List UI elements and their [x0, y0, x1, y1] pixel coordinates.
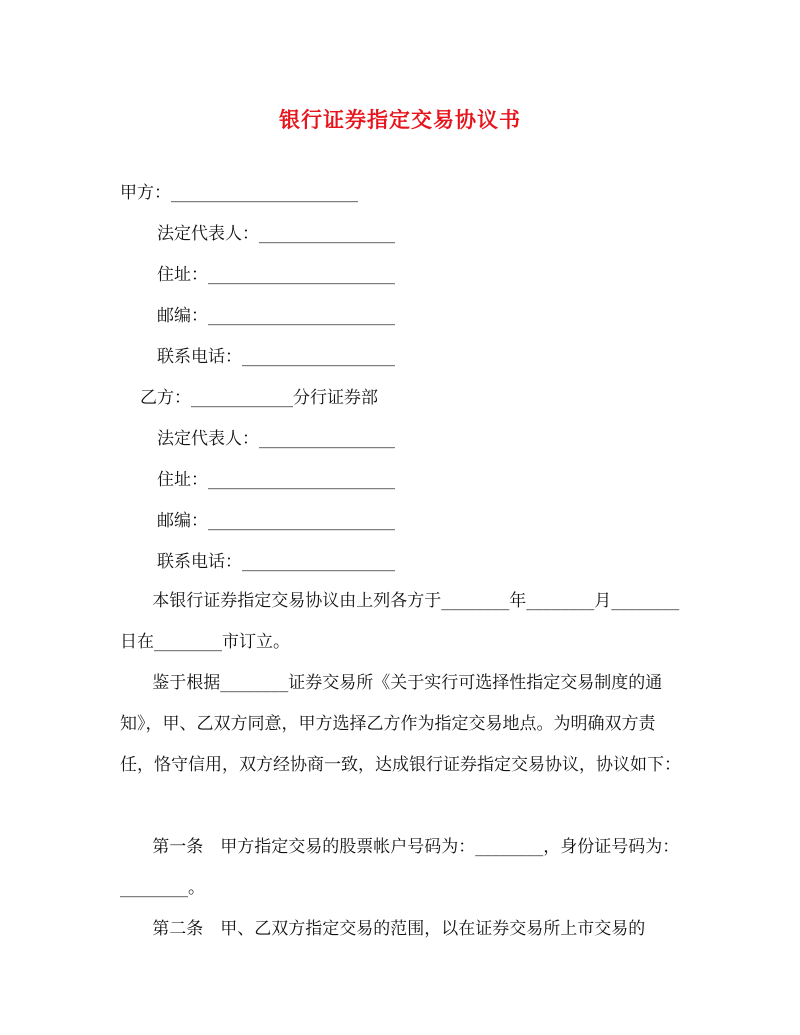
paragraph-article-2: [120, 909, 686, 950]
paragraph-text: 第二条 甲、乙双方指定交易的范围，以在证券交易所上市交易的: [152, 919, 646, 939]
document-title: 银行证券指定交易协议书: [279, 107, 521, 132]
party-a-phone: 联系电话：__________________: [157, 347, 395, 367]
party-a-postcode: 邮编：______________________: [157, 306, 395, 326]
party-b-postcode: 邮编：______________________: [157, 511, 395, 531]
party-b-address: 住址：______________________: [157, 470, 395, 490]
paragraph-text: 第一条 甲方指定交易的股票帐户号码为：________，身份证号码为：________。: [120, 837, 680, 898]
party-a-line: 甲方：______________________: [120, 183, 358, 203]
paragraph-article-1: [120, 827, 686, 909]
party-b-line: 乙方：____________分行证券部: [140, 388, 378, 408]
paragraph-text: 本银行证券指定交易协议由上列各方于________年________月________日在________市订立。: [120, 591, 680, 652]
paragraph-agreement-date: [120, 581, 686, 663]
party-b-phone: 联系电话：__________________: [157, 552, 395, 572]
party-b-representative: 法定代表人：________________: [157, 429, 395, 449]
paragraph-text: 鉴于根据________证券交易所《关于实行可选择性指定交易制度的通知》，甲、乙双方同意，甲方选择乙方作为指定交易地点。为明确双方责任，恪守信用，双方经协商一致，达成银行证券指定交易协议，协议如下：: [120, 673, 681, 775]
party-a-address: 住址：______________________: [157, 265, 395, 285]
paragraph-whereas: [120, 663, 686, 786]
party-a-representative: 法定代表人：________________: [157, 224, 395, 244]
